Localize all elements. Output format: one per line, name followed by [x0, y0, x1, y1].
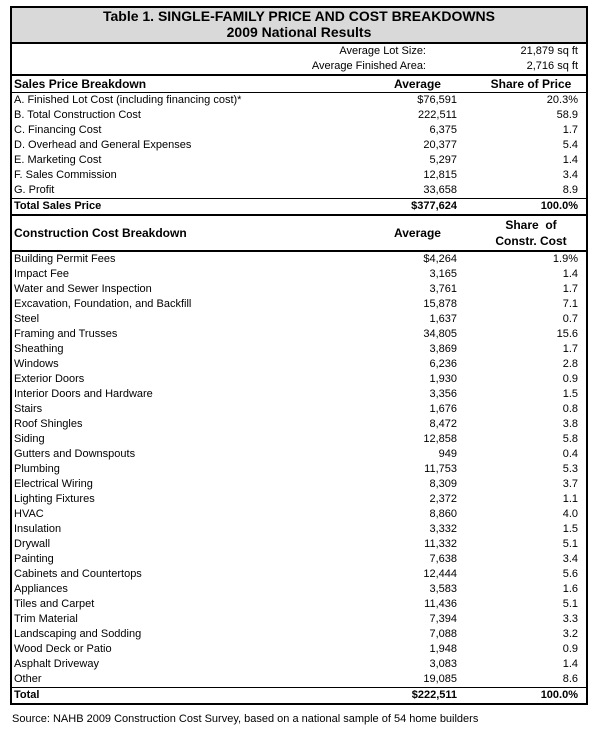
row-label: G. Profit [14, 184, 55, 196]
row-average: 5,297 [429, 154, 457, 166]
row-share: 100.0% [540, 200, 578, 212]
row-label: Drywall [14, 538, 51, 550]
table-row [12, 432, 586, 447]
row-label: Landscaping and Sodding [14, 628, 142, 640]
row-average: 3,083 [429, 658, 457, 670]
row-share: 3.2 [562, 628, 578, 640]
table-row [12, 282, 586, 297]
construction-col-share-line2: Constr. Cost [495, 234, 567, 248]
row-average: 949 [438, 448, 457, 460]
table-row [12, 372, 586, 387]
table-row [12, 312, 586, 327]
row-average: 222,511 [418, 109, 457, 121]
row-label: Water and Sewer Inspection [14, 283, 152, 295]
row-average: 8,860 [429, 508, 457, 520]
table-row [12, 657, 586, 672]
row-label: Siding [14, 433, 45, 445]
meta-row-finished-area [12, 59, 586, 74]
row-share: 1.5 [562, 523, 578, 535]
row-share: 0.9 [562, 373, 578, 385]
row-share: 1.1 [562, 493, 578, 505]
row-average: 1,676 [429, 403, 457, 415]
row-average: $377,624 [411, 200, 457, 212]
row-average: 12,444 [423, 568, 457, 580]
row-average: 33,658 [423, 184, 457, 196]
row-average: 2,372 [429, 493, 457, 505]
construction-rows [12, 252, 586, 687]
row-share: 5.1 [562, 598, 578, 610]
row-average: 20,377 [423, 139, 457, 151]
row-average: 3,869 [429, 343, 457, 355]
row-share: 0.7 [562, 313, 578, 325]
table-row [12, 552, 586, 567]
row-average: 34,805 [423, 328, 457, 340]
row-label: Impact Fee [14, 268, 70, 280]
row-label: A. Finished Lot Cost (including financing cost)* [14, 94, 242, 106]
construction-total-row [12, 687, 586, 703]
table-row [12, 417, 586, 432]
table-row [12, 387, 586, 402]
source-note: Source: NAHB 2009 Construction Cost Survey, based on a national sample of 54 home builders [12, 713, 479, 725]
row-average: 11,436 [424, 598, 457, 610]
table-subtitle: 2009 National Results [226, 24, 372, 40]
row-label: Insulation [14, 523, 62, 535]
row-average: 3,165 [429, 268, 457, 280]
table-row [12, 642, 586, 657]
meta-row-lot-size [12, 44, 586, 59]
row-label: B. Total Construction Cost [14, 109, 141, 121]
meta-value: 21,879 sq ft [520, 45, 578, 57]
row-label: Painting [14, 553, 54, 565]
table-row [12, 402, 586, 417]
row-share: 1.4 [562, 154, 578, 166]
row-label: Asphalt Driveway [14, 658, 99, 670]
row-share: 1.7 [562, 124, 578, 136]
table-title-block [12, 8, 586, 44]
sales-col-share: Share of Price [490, 77, 572, 91]
meta-label: Average Lot Size: [339, 45, 426, 57]
row-average: 3,356 [429, 388, 457, 400]
table-row [12, 183, 586, 198]
row-share: 0.8 [562, 403, 578, 415]
row-label: Windows [14, 358, 59, 370]
row-average: 11,753 [424, 463, 457, 475]
construction-col-share [476, 216, 586, 250]
row-average: 3,583 [429, 583, 457, 595]
table-row [12, 672, 586, 687]
row-average: 1,930 [429, 373, 457, 385]
row-average: 6,236 [429, 358, 457, 370]
row-label: Lighting Fixtures [14, 493, 95, 505]
construction-col-average: Average [394, 226, 441, 240]
row-average: 12,858 [423, 433, 457, 445]
table-row [12, 507, 586, 522]
row-share: 100.0% [540, 689, 578, 701]
row-share: 5.1 [562, 538, 578, 550]
row-share: 2.8 [562, 358, 578, 370]
row-label: Electrical Wiring [14, 478, 93, 490]
table-row [12, 342, 586, 357]
row-share: 3.4 [562, 169, 578, 181]
table-row [12, 123, 586, 138]
row-average: 3,761 [429, 283, 457, 295]
sales-col-average: Average [394, 77, 441, 91]
row-label: D. Overhead and General Expenses [14, 139, 192, 151]
row-average: 19,085 [423, 673, 457, 685]
row-average: 7,394 [429, 613, 457, 625]
row-share: 5.6 [562, 568, 578, 580]
row-average: 12,815 [423, 169, 457, 181]
table-row [12, 567, 586, 582]
table-row [12, 168, 586, 183]
row-label: Interior Doors and Hardware [14, 388, 153, 400]
meta-label: Average Finished Area: [311, 60, 426, 72]
table-row [12, 492, 586, 507]
row-label: Stairs [14, 403, 43, 415]
row-share: 8.9 [562, 184, 578, 196]
table-row [12, 153, 586, 168]
row-label: Framing and Trusses [14, 328, 118, 340]
table-row [12, 462, 586, 477]
row-share: 1.4 [562, 268, 578, 280]
table-row [12, 522, 586, 537]
row-share: 3.3 [562, 613, 578, 625]
table-row [12, 327, 586, 342]
row-label: F. Sales Commission [14, 169, 117, 181]
row-share: 58.9 [556, 109, 578, 121]
row-share: 3.7 [562, 478, 578, 490]
row-share: 5.8 [562, 433, 578, 445]
row-label: Total Sales Price [14, 200, 102, 212]
row-share: 15.6 [556, 328, 578, 340]
table-row [12, 108, 586, 123]
table-row [12, 357, 586, 372]
row-average: $4,264 [423, 253, 457, 265]
row-label: Roof Shingles [14, 418, 83, 430]
row-label: Cabinets and Countertops [14, 568, 142, 580]
table-row [12, 93, 586, 108]
row-share: 1.9% [552, 253, 578, 265]
row-share: 0.4 [562, 448, 578, 460]
table-row [12, 597, 586, 612]
row-average: $76,591 [417, 94, 457, 106]
row-label: Exterior Doors [14, 373, 85, 385]
row-label: Excavation, Foundation, and Backfill [14, 298, 192, 310]
row-average: 8,309 [429, 478, 457, 490]
sales-total-row [12, 198, 586, 214]
table-row [12, 447, 586, 462]
row-average: $222,511 [411, 689, 457, 701]
row-label: Plumbing [14, 463, 60, 475]
row-label: Other [14, 673, 42, 685]
row-share: 5.4 [562, 139, 578, 151]
row-label: E. Marketing Cost [14, 154, 102, 166]
table-row [12, 252, 586, 267]
table-row [12, 537, 586, 552]
construction-section-header [12, 214, 586, 252]
sales-rows [12, 93, 586, 198]
row-share: 0.9 [562, 643, 578, 655]
cost-breakdown-table [10, 6, 588, 705]
meta-value: 2,716 sq ft [526, 60, 578, 72]
row-label: Appliances [14, 583, 68, 595]
row-share: 1.6 [562, 583, 578, 595]
row-average: 6,375 [429, 124, 457, 136]
row-average: 1,948 [429, 643, 457, 655]
row-label: Gutters and Downspouts [14, 448, 136, 460]
sales-section-header [12, 74, 586, 93]
row-label: Steel [14, 313, 40, 325]
row-share: 1.7 [562, 283, 578, 295]
row-average: 1,637 [429, 313, 457, 325]
row-label: C. Financing Cost [14, 124, 102, 136]
row-share: 1.5 [562, 388, 578, 400]
row-average: 8,472 [429, 418, 457, 430]
row-share: 3.4 [562, 553, 578, 565]
row-average: 3,332 [429, 523, 457, 535]
row-share: 20.3% [546, 94, 578, 106]
table-row [12, 582, 586, 597]
row-share: 3.8 [562, 418, 578, 430]
sales-heading: Sales Price Breakdown [14, 77, 147, 91]
row-label: Wood Deck or Patio [14, 643, 112, 655]
table-row [12, 138, 586, 153]
row-share: 5.3 [562, 463, 578, 475]
table-title: Table 1. SINGLE-FAMILY PRICE AND COST BREAKDOWNS [102, 8, 496, 24]
table-row [12, 612, 586, 627]
construction-heading: Construction Cost Breakdown [14, 226, 187, 240]
table-row [12, 297, 586, 312]
row-share: 4.0 [562, 508, 578, 520]
table-row [12, 627, 586, 642]
row-share: 7.1 [562, 298, 578, 310]
row-label: Building Permit Fees [14, 253, 116, 265]
row-label: Tiles and Carpet [14, 598, 95, 610]
row-label: HVAC [14, 508, 44, 520]
row-share: 1.7 [562, 343, 578, 355]
construction-col-share-line1: Share of [505, 218, 557, 232]
row-label: Sheathing [14, 343, 64, 355]
row-average: 11,332 [424, 538, 457, 550]
row-share: 8.6 [562, 673, 578, 685]
row-share: 1.4 [562, 658, 578, 670]
row-average: 15,878 [423, 298, 457, 310]
table-row [12, 267, 586, 282]
row-average: 7,088 [429, 628, 457, 640]
table-row [12, 477, 586, 492]
row-label: Trim Material [14, 613, 78, 625]
row-label: Total [14, 689, 40, 701]
row-average: 7,638 [429, 553, 457, 565]
